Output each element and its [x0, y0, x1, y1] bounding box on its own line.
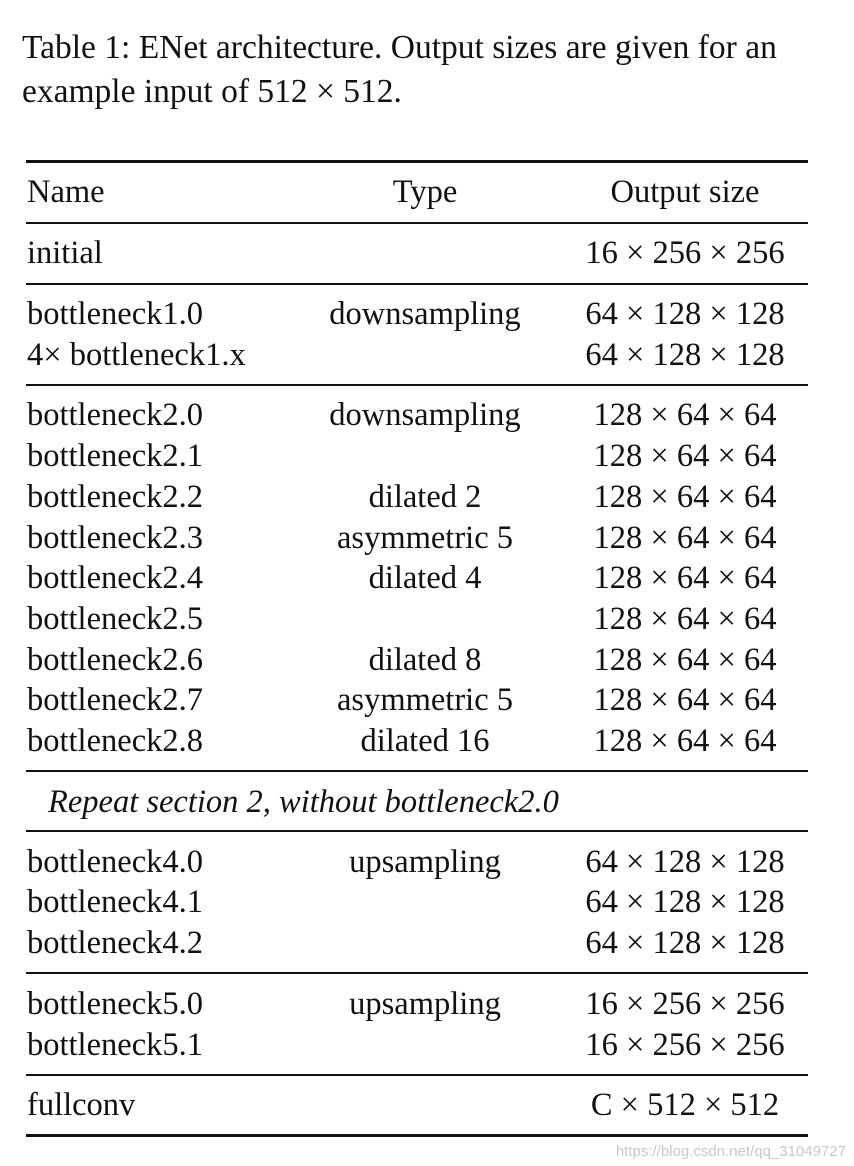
- table-cell-output: 64 × 128 × 128: [585, 884, 785, 920]
- table-cell-output: 16 × 256 × 256: [585, 986, 785, 1022]
- section-rule: [26, 770, 808, 772]
- table-cell-output: 128 × 64 × 64: [593, 479, 777, 515]
- table-cell-output: 16 × 256 × 256: [585, 235, 785, 271]
- table-cell-output: 64 × 128 × 128: [585, 337, 785, 373]
- table-cell-type: upsampling: [349, 986, 501, 1022]
- section-rule: [26, 972, 808, 974]
- watermark-text: https://blog.csdn.net/qq_31049727: [615, 1143, 846, 1160]
- table-cell-type: downsampling: [329, 397, 521, 433]
- table-cell-name: bottleneck4.1: [27, 884, 203, 920]
- table-cell-output: 64 × 128 × 128: [585, 844, 785, 880]
- column-header-output-size: Output size: [610, 174, 760, 210]
- table-cell-name: bottleneck2.6: [27, 642, 203, 678]
- table-cell-name: bottleneck2.4: [27, 560, 203, 596]
- table-cell-output: 128 × 64 × 64: [593, 397, 777, 433]
- table-cell-name: bottleneck2.3: [27, 520, 203, 556]
- section-rule: [26, 283, 808, 285]
- repeat-section-note: Repeat section 2, without bottleneck2.0: [48, 784, 559, 820]
- table-cell-name: fullconv: [27, 1087, 136, 1123]
- table-cell-output: C × 512 × 512: [590, 1087, 780, 1123]
- table-cell-name: bottleneck2.7: [27, 682, 203, 718]
- section-rule: [26, 384, 808, 386]
- section-rule: [26, 1074, 808, 1076]
- table-cell-type: downsampling: [329, 296, 521, 332]
- table-cell-name: bottleneck4.0: [27, 844, 203, 880]
- table-cell-name: bottleneck4.2: [27, 925, 203, 961]
- table-cell-output: 16 × 256 × 256: [585, 1027, 785, 1063]
- table-cell-name: bottleneck5.0: [27, 986, 203, 1022]
- top-rule: [26, 160, 808, 163]
- table-cell-name: bottleneck2.5: [27, 601, 203, 637]
- header-rule: [26, 222, 808, 224]
- table-cell-output: 64 × 128 × 128: [585, 296, 785, 332]
- table-cell-output: 128 × 64 × 64: [593, 642, 777, 678]
- table-cell-output: 128 × 64 × 64: [593, 438, 777, 474]
- table-cell-type: dilated 8: [368, 642, 482, 678]
- table-caption: Table 1: ENet architecture. Output sizes are given for an example input of 512 × 512.: [22, 29, 777, 110]
- table-cell-name: initial: [27, 235, 103, 271]
- table-cell-output: 128 × 64 × 64: [593, 682, 777, 718]
- column-header-name: Name: [27, 174, 105, 210]
- column-header-type: Type: [392, 174, 458, 210]
- section-rule: [26, 830, 808, 832]
- table-cell-name: 4× bottleneck1.x: [27, 337, 246, 373]
- table-cell-name: bottleneck2.1: [27, 438, 203, 474]
- table-cell-output: 128 × 64 × 64: [593, 520, 777, 556]
- table-cell-name: bottleneck1.0: [27, 296, 203, 332]
- table-cell-type: asymmetric 5: [337, 682, 513, 718]
- bottom-rule: [26, 1134, 808, 1137]
- table-cell-type: dilated 4: [368, 560, 482, 596]
- table-cell-type: upsampling: [349, 844, 501, 880]
- table-cell-type: dilated 16: [360, 723, 490, 759]
- table-cell-output: 128 × 64 × 64: [593, 560, 777, 596]
- table-cell-output: 128 × 64 × 64: [593, 723, 777, 759]
- table-cell-name: bottleneck5.1: [27, 1027, 203, 1063]
- table-cell-name: bottleneck2.8: [27, 723, 203, 759]
- table-cell-output: 64 × 128 × 128: [585, 925, 785, 961]
- table-cell-name: bottleneck2.0: [27, 397, 203, 433]
- table-cell-name: bottleneck2.2: [27, 479, 203, 515]
- table-cell-type: asymmetric 5: [337, 520, 513, 556]
- table-cell-type: dilated 2: [368, 479, 482, 515]
- table-cell-output: 128 × 64 × 64: [593, 601, 777, 637]
